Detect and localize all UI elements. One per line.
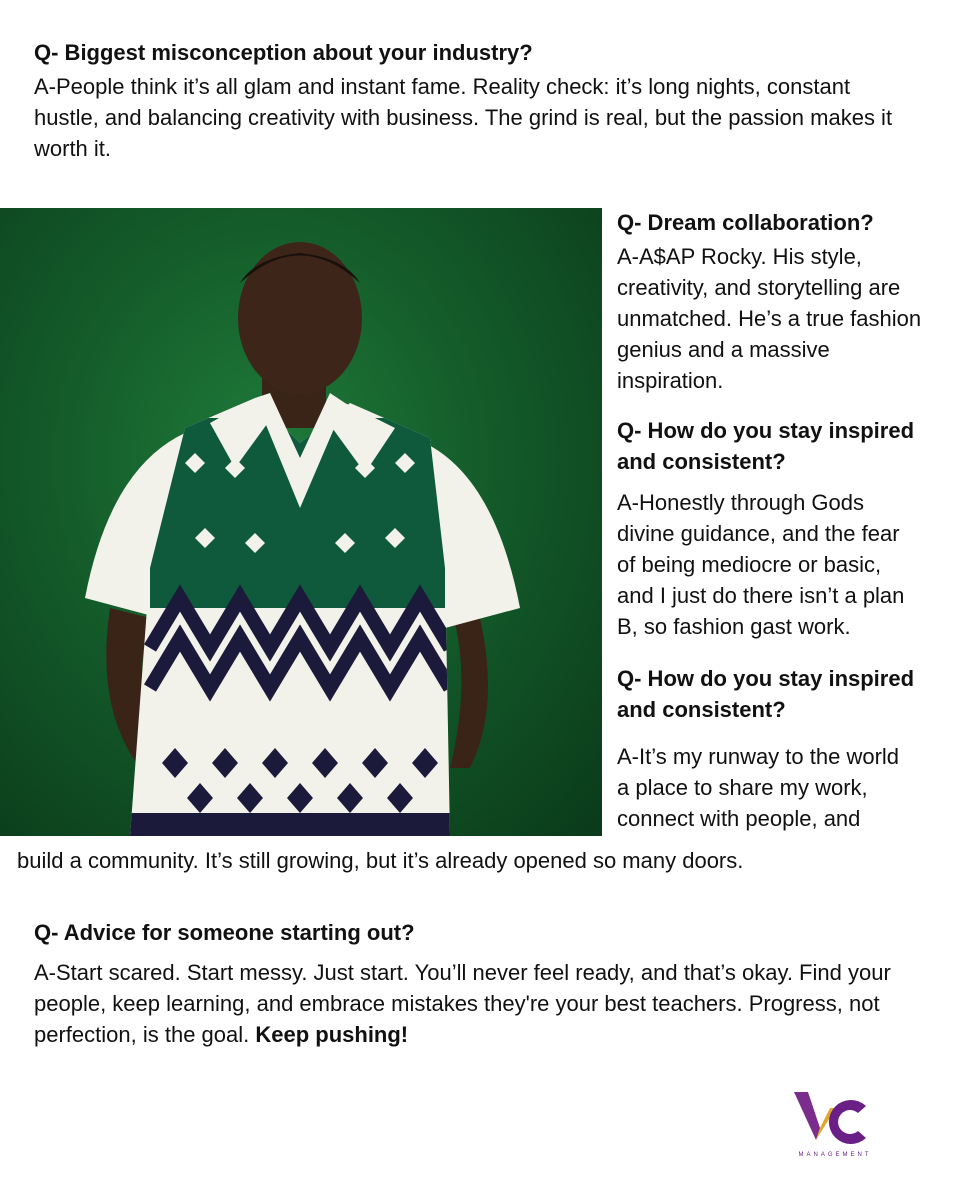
answer-inspired-1-line-2: divine guidance, and the fear	[617, 521, 900, 546]
question-dream-collab: Q- Dream collaboration?	[617, 210, 874, 235]
question-inspired-1-line-2: and consistent?	[617, 449, 786, 474]
answer-dream-collab-line-3: unmatched. He’s a true fashion	[617, 306, 922, 331]
answer-inspired-1-line-1: A-Honestly through Gods	[617, 490, 865, 515]
answer-misconception-line-1: A-People think it’s all glam and instant fame. Reality check: it’s long nights, constant	[34, 74, 851, 99]
answer-advice-bold-end: Keep pushing!	[255, 1022, 409, 1047]
answer-inspired-1-line-5: B, so fashion gast work.	[617, 614, 851, 639]
vc-management-logo	[790, 1088, 880, 1160]
answer-inspired-1-line-3: of being mediocre or basic,	[617, 552, 882, 577]
answer-advice-line-1: A-Start scared. Start messy. Just start. You’ll never feel ready, and that’s okay. Find your	[34, 960, 891, 985]
answer-inspired-2-line-2: a place to share my work,	[617, 775, 868, 800]
model-photo	[0, 208, 602, 836]
answer-advice-line-2: people, keep learning, and embrace mistakes they're your best teachers. Progress, not	[34, 991, 880, 1016]
answer-inspired-1-line-4: and I just do there isn’t a plan	[617, 583, 905, 608]
answer-misconception-line-2: hustle, and balancing creativity with business. The grind is real, but the passion makes it	[34, 105, 893, 130]
answer-advice-last-text: perfection, is the goal.	[34, 1022, 256, 1047]
answer-inspired-2-line-3: connect with people, and	[617, 806, 861, 831]
vc-logo-mark	[790, 1088, 880, 1160]
answer-dream-collab-line-5: inspiration.	[617, 368, 724, 393]
logo-subtitle: MANAGEMENT	[798, 1152, 872, 1158]
answer-dream-collab-line-1: A-A$AP Rocky. His style,	[617, 244, 862, 269]
answer-inspired-2-continued: build a community. It’s still growing, but it’s already opened so many doors.	[17, 848, 744, 873]
answer-dream-collab-line-4: genius and a massive	[617, 337, 830, 362]
question-inspired-2-line-2: and consistent?	[617, 697, 786, 722]
answer-inspired-2-line-1: A-It’s my runway to the world	[617, 744, 900, 769]
question-advice: Q- Advice for someone starting out?	[34, 920, 415, 945]
answer-dream-collab-line-2: creativity, and storytelling are	[617, 275, 901, 300]
question-misconception: Q- Biggest misconception about your industry?	[34, 40, 533, 65]
question-inspired-1-line-1: Q- How do you stay inspired	[617, 418, 915, 443]
model-illustration	[0, 208, 602, 836]
question-inspired-2-line-1: Q- How do you stay inspired	[617, 666, 915, 691]
answer-advice-line-3	[34, 1019, 408, 1050]
answer-misconception-line-3: worth it.	[34, 136, 112, 161]
